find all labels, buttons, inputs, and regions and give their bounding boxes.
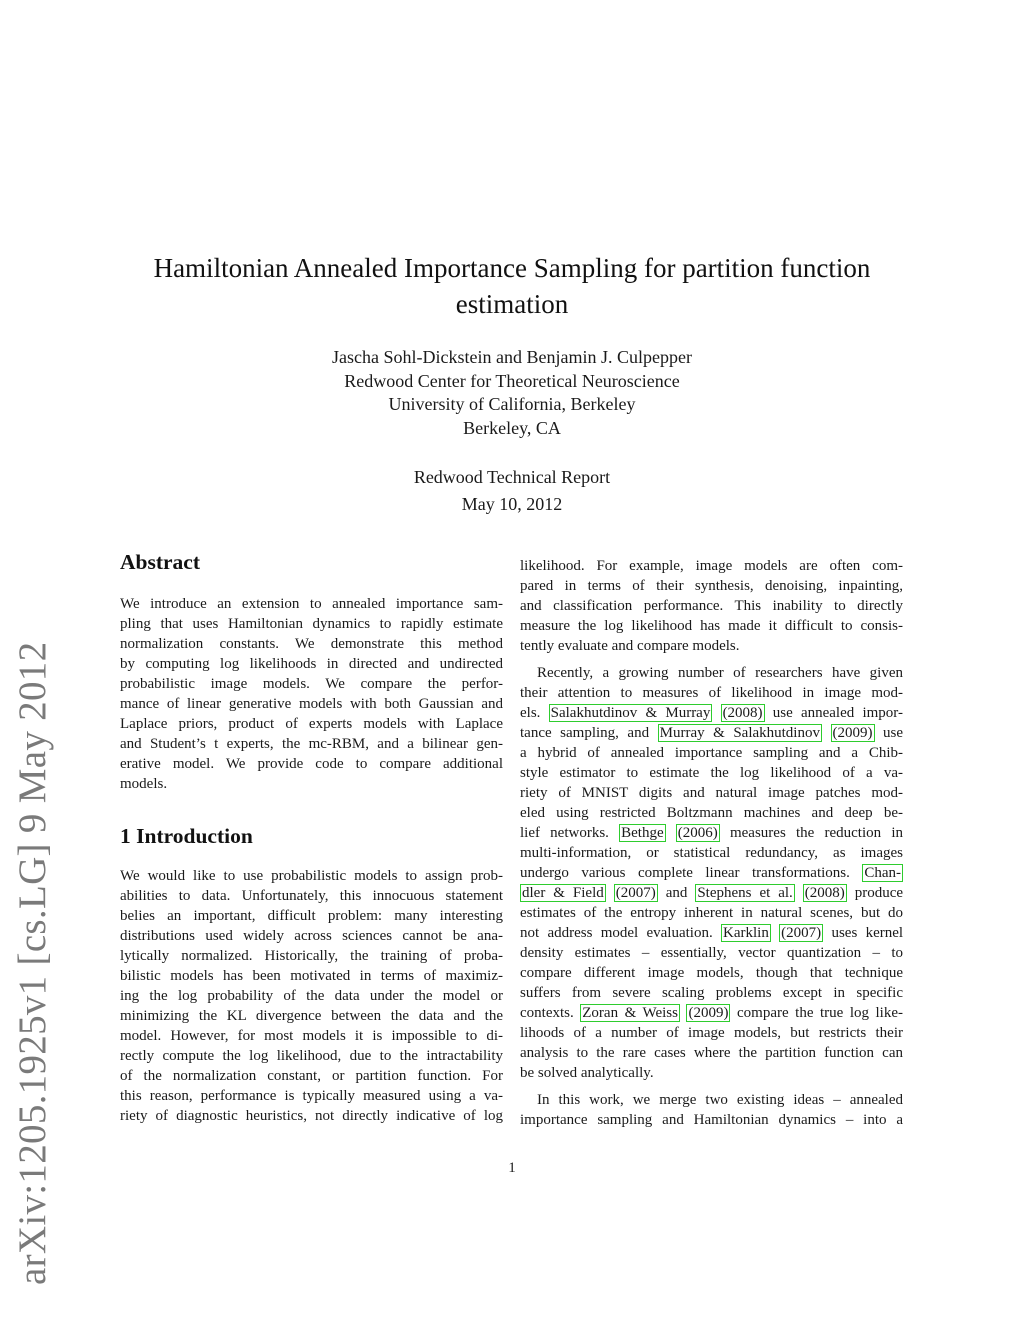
title-line-1: Hamiltonian Annealed Importance Sampling for partition function (153, 253, 871, 283)
body-line: be solved analytically. (520, 1065, 654, 1081)
body-line: their attention to measures of likelihood in image mod- (520, 685, 903, 701)
abstract-paragraph (120, 594, 503, 794)
title-line-2: estimation (455, 289, 569, 319)
body-line: tance sampling, and Murray & Salakhutdinov (2009) use (520, 725, 904, 741)
citation-link[interactable]: Murray & Salakhutdinov (659, 725, 820, 741)
intro-line: lytically normalized. Historically, the training of proba- (120, 948, 503, 964)
body-line: undergo various complete linear transformations. Chan- (520, 865, 901, 881)
citation-link[interactable]: Bethge (621, 825, 664, 841)
right-paragraph-3 (520, 1090, 903, 1130)
citation-link[interactable]: Karklin (723, 925, 769, 941)
intro-line: We would like to use probabilistic models to assign prob- (120, 868, 503, 884)
left-column (120, 548, 503, 1126)
citation-link[interactable]: Salakhutdinov & Murray (550, 705, 711, 721)
citation-year-link[interactable]: (2007) (781, 925, 822, 941)
intro-line: abilities to data. Unfortunately, this innocuous statement (120, 888, 503, 904)
body-line: eled using restricted Boltzmann machines and deep be- (520, 805, 903, 821)
body-line: analysis to the rare cases where the partition function can (520, 1045, 903, 1061)
body-line: compare different image models, though that technique (520, 965, 903, 981)
intro-line: belies an important, difficult problem: many interesting (120, 908, 503, 924)
author-location: Berkeley, CA (463, 417, 561, 438)
body-line: and classification performance. This inability to directly (520, 598, 903, 614)
author-university: University of California, Berkeley (388, 394, 636, 414)
abstract-line: and Student’s t experts, the mc-RBM, and a bilinear gen- (120, 736, 503, 752)
report-block (260, 464, 764, 518)
citation-year-link[interactable]: (2009) (832, 725, 873, 741)
body-line: dler & Field (2007) and Stephens et al. (2008) produce (522, 885, 904, 901)
citation-year-link[interactable]: (2008) (722, 705, 763, 721)
intro-line: bilistic models has been motivated in terms of maximiz- (120, 968, 503, 984)
author-names: Jascha Sohl-Dickstein and Benjamin J. Culpepper (332, 347, 692, 367)
abstract-line: pling that uses Hamiltonian dynamics to rapidly estimate (120, 616, 503, 632)
body-line: a hybrid of annealed importance sampling and a Chib- (520, 745, 903, 761)
abstract-line: by computing log likelihoods in directed and undirected (120, 656, 503, 672)
intro-line: this reason, performance is typically measured using a va- (120, 1088, 503, 1104)
body-line: multi-information, or statistical redundancy, as images (520, 845, 903, 861)
introduction-heading: 1 Introduction (120, 824, 253, 848)
right-column (520, 556, 903, 1130)
page-number: 1 (508, 1160, 516, 1176)
abstract-line: Laplace priors, product of experts models with Laplace (120, 716, 503, 732)
intro-line: distributions used widely across sciences cannot be ana- (120, 928, 503, 944)
body-line: not address model evaluation. Karklin (2007) uses kernel (520, 925, 904, 941)
intro-line: ing the log probability of the data under the model or (120, 988, 503, 1004)
body-line: contexts. Zoran & Weiss (2009) compare the true log like- (520, 1005, 903, 1021)
citation-link[interactable]: dler & Field (522, 885, 604, 901)
author-block (260, 346, 764, 440)
body-line: tently evaluate and compare models. (520, 638, 740, 654)
right-paragraph-1 (520, 556, 903, 656)
abstract-line: normalization constants. We demonstrate this method (120, 636, 503, 652)
body-line: pared in terms of their synthesis, denoising, inpainting, (520, 578, 903, 594)
body-line: lihoods of a number of image models, but restricts their (520, 1025, 903, 1041)
body-line: suffers from severe scaling problems except in specific (520, 985, 903, 1001)
body-line: Recently, a growing number of researchers have given (537, 665, 903, 681)
right-paragraph-2 (520, 663, 903, 1083)
citation-year-link[interactable]: (2008) (804, 885, 845, 901)
body-line: lief networks. Bethge (2006) measures the reduction in (520, 825, 903, 841)
arxiv-stamp: arXiv:1205.1925v1 [cs.LG] 9 May 2012 (11, 641, 54, 1285)
abstract-line: models. (120, 776, 168, 792)
intro-paragraph (120, 866, 503, 1126)
body-line: measure the log likelihood has made it difficult to consis- (520, 618, 903, 634)
body-line: likelihood. For example, image models are often com- (520, 558, 903, 574)
citation-year-link[interactable]: (2006) (677, 825, 718, 841)
citation-year-link[interactable]: (2009) (688, 1005, 729, 1021)
body-line: importance sampling and Hamiltonian dynamics – into a (520, 1112, 903, 1128)
author-affiliation: Redwood Center for Theoretical Neuroscience (344, 370, 680, 391)
abstract-line: We introduce an extension to annealed importance sam- (120, 596, 503, 612)
intro-line: of the normalization constant, or partition function. For (120, 1068, 503, 1084)
abstract-line: erative model. We provide code to compare additional (120, 756, 503, 772)
body-line: In this work, we merge two existing ideas – annealed (537, 1092, 903, 1108)
body-line: estimates of the entropy inherent in natural scenes, but do (520, 905, 903, 921)
body-line: els. Salakhutdinov & Murray (2008) use annealed impor- (520, 705, 903, 721)
abstract-heading: Abstract (120, 550, 201, 574)
abstract-line: probabilistic image models. We compare the perfor- (120, 676, 503, 692)
body-line: riety of MNIST digits and natural image patches mod- (520, 785, 903, 801)
citation-year-link[interactable]: (2007) (615, 885, 656, 901)
body-line: density estimates – essentially, vector quantization – to (520, 945, 903, 961)
paper-title (100, 250, 924, 322)
body-line: style estimator to estimate the log likelihood of a va- (520, 765, 903, 781)
citation-link[interactable]: Zoran & Weiss (582, 1005, 678, 1021)
citation-link[interactable]: Chan- (864, 865, 901, 881)
intro-line: minimizing the KL divergence between the data and the (120, 1008, 503, 1024)
citation-link[interactable]: Stephens et al. (697, 885, 793, 901)
intro-line: riety of diagnostic heuristics, not directly indicative of log (120, 1108, 503, 1124)
abstract-line: mance of linear generative models with both Gaussian and (120, 696, 503, 712)
report-name: Redwood Technical Report (413, 467, 611, 487)
report-date: May 10, 2012 (461, 494, 563, 514)
intro-line: rectly compute the log likelihood, due to the intractability (120, 1048, 503, 1064)
intro-line: model. However, for most models it is impossible to di- (120, 1028, 503, 1044)
